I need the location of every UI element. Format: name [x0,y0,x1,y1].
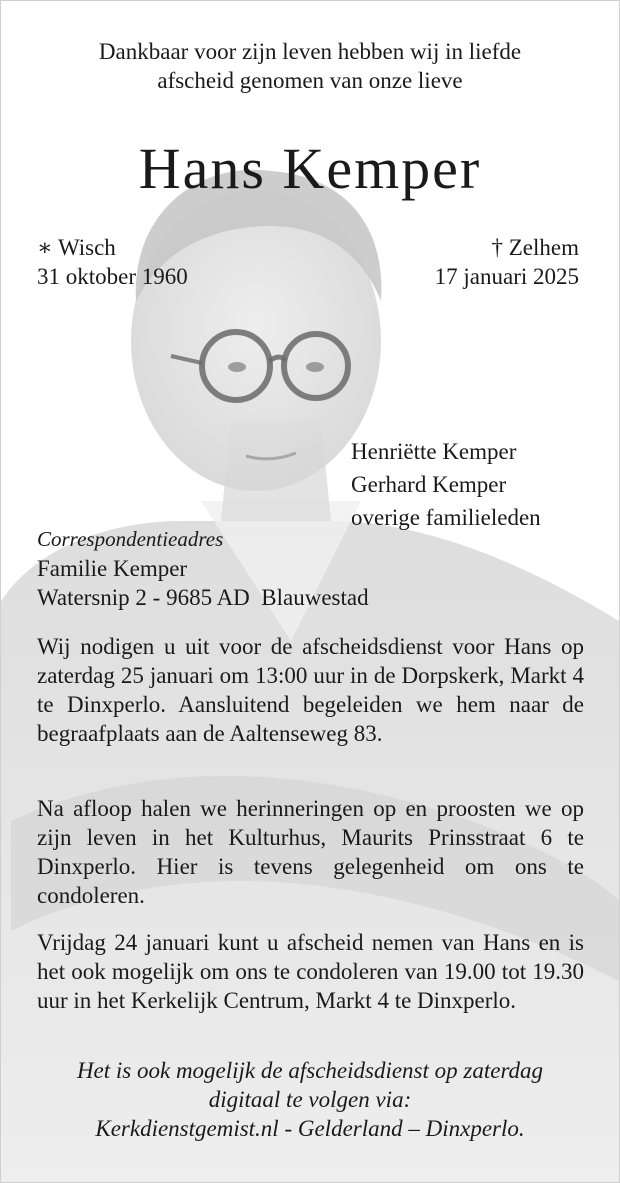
mourner-name: overige familieleden [351,505,541,530]
intro-line-1: Dankbaar voor zijn leven hebben wij in liefde [98,39,522,64]
death-place: † Zelhem [491,235,579,260]
livestream-line-1: Het is ook mogelijk de afscheidsdienst op zaterdag [76,1058,544,1083]
correspondence-address [37,525,369,612]
mourner-name: Gerhard Kemper [351,472,507,497]
death-date: 17 januari 2025 [434,264,579,289]
mourners-list [351,435,541,534]
death-info [435,233,579,291]
intro-line-2: afscheid genomen van onze lieve [157,68,463,93]
intro-text [21,37,599,95]
livestream-line-2: digitaal te volgen via: [208,1087,412,1112]
reception-paragraph: Na afloop halen we herinneringen op en proosten we op zijn leven in het Kulturhus, Maurits Prinsstraat 6 te Dinxperlo. Hier is tevens gelegenheid om ons te condoleren. [37,796,584,908]
correspondence-name: Familie Kemper [37,556,188,581]
deceased-name: Hans Kemper [138,136,482,201]
birth-date: 31 oktober 1960 [37,264,188,289]
livestream-note [21,1056,599,1143]
correspondence-label: Correspondentieadres [37,527,224,551]
service-paragraph: Wij nodigen u uit voor de afscheidsdienst voor Hans op zaterdag 25 januari om 13:00 uur in de Dorpskerk, Markt 4 te Dinxperlo. Aansluitend begeleiden we hem naar de begraafplaats aan de Aaltenseweg 83. [37,634,584,746]
birth-info [37,233,188,291]
mourner-name: Henriëtte Kemper [351,439,517,464]
viewing-paragraph: Vrijdag 24 januari kunt u afscheid nemen van Hans en is het ook mogelijk om ons te condoleren van 19.00 tot 19.30 uur in het Kerkelijk Centrum, Markt 4 te Dinxperlo. [37,930,584,1013]
livestream-line-3: Kerkdienstgemist.nl - Gelderland – Dinxperlo. [95,1116,525,1141]
birth-place: ∗ Wisch [37,235,116,260]
correspondence-street: Watersnip 2 - 9685 AD Blauwestad [37,585,369,610]
